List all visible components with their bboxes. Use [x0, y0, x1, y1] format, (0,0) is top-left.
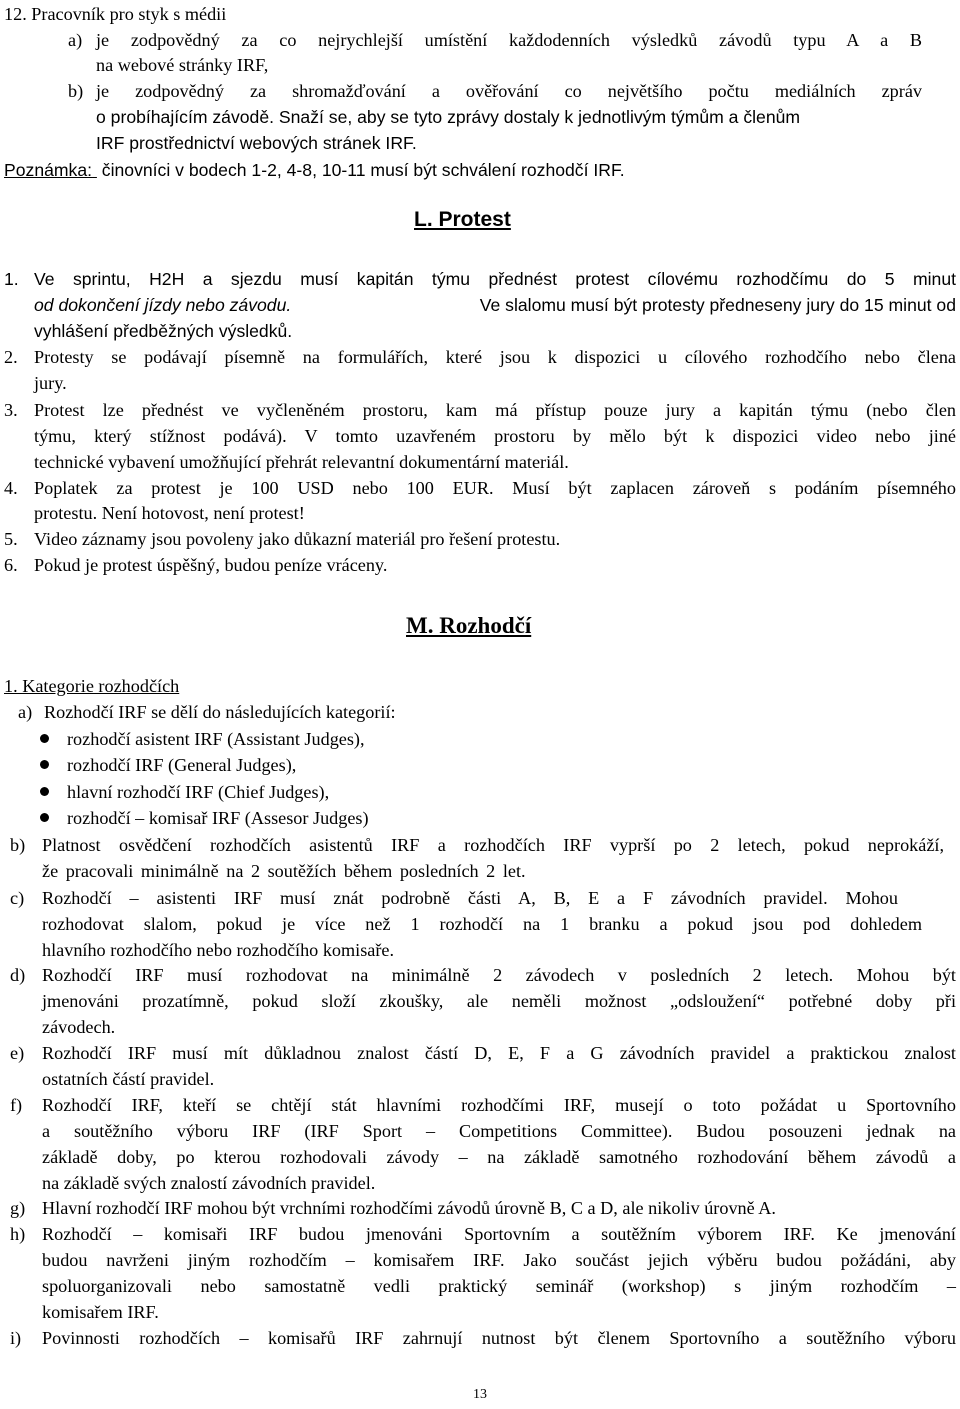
- item-12-b-line-2a: o probíhajícím závodě.: [96, 107, 274, 127]
- protest-6-line-1: Pokud je protest úspěšný, budou peníze vráceny.: [34, 555, 388, 575]
- judges-h-line-3: spoluorganizovali nebo samostatně vedli praktický seminář (workshop) s jiným rozhodčím –: [42, 1276, 956, 1296]
- judges-d-line-3: závodech.: [42, 1017, 116, 1037]
- protest-3-number: 3.: [4, 400, 18, 420]
- bullet-item-3: hlavní rozhodčí IRF (Chief Judges),: [67, 782, 330, 802]
- judges-categories-label: 1. Kategorie rozhodčích: [4, 676, 180, 696]
- judges-d-line-2: jmenováni prozatímně, pokud složí zkoušky, ale neměli možnost „odsloužení“ potřebné doby při: [42, 991, 956, 1011]
- judges-c-line-2: rozhodovat slalom, pokud je více než 1 rozhodčí na 1 branku a pokud jsou pod dohledem: [42, 914, 922, 934]
- item-12-b-line-2b: Snaží se, aby se tyto zprávy dostaly k jednotlivým týmům a členům: [278, 107, 801, 127]
- judges-h-line-4: komisařem IRF.: [42, 1302, 159, 1322]
- judges-i-line-1: Povinnosti rozhodčích – komisařů IRF zahrnují nutnost být členem Sportovního a soutěžního výboru: [42, 1328, 956, 1348]
- protest-2-line-1: Protesty se podávají písemně na formulářích, které jsou k dispozici u cílového rozhodčího nebo člena: [34, 347, 956, 367]
- judges-f-line-2: a soutěžního výboru IRF (IRF Sport – Competitions Committee). Budou posouzeni jednak na: [42, 1121, 956, 1141]
- item-12-b-line-1: je zodpovědný za shromažďování a ověřování co největšího počtu mediálních zpráv: [96, 81, 922, 101]
- judges-f-line-1: Rozhodčí IRF, kteří se chtějí stát hlavními rozhodčími IRF, musejí o toto požádat u Sportovního: [42, 1095, 956, 1115]
- page-number: 13: [473, 1387, 487, 1402]
- protest-2-number: 2.: [4, 347, 18, 367]
- judges-b-line-2: že pracovali minimálně na 2 soutěžích během posledních 2 let.: [42, 861, 526, 881]
- item-12-title-line: [4, 1, 226, 27]
- protest-4-line-1: Poplatek za protest je 100 USD nebo 100 EUR. Musí být zaplacen zároveň s podáním písemného: [34, 478, 956, 498]
- protest-3-line-2: týmu, který stížnost podává). V tomto uzavřeném prostoru by mělo být k dispozici video nebo jiné: [34, 426, 956, 446]
- protest-2-line-2: jury.: [34, 373, 67, 393]
- judges-h-label: h): [10, 1224, 26, 1244]
- judges-e-line-1: Rozhodčí IRF musí mít důkladnou znalost částí D, E, F a G závodních pravidel a praktickou znalost: [42, 1043, 956, 1063]
- heading-judges: M. Rozhodčí: [406, 613, 532, 638]
- protest-5-number: 5.: [4, 529, 18, 549]
- protest-1-line-2b: Ve slalomu musí být protesty předneseny jury do 15 minut od: [479, 295, 956, 315]
- judges-e-line-2: ostatních částí pravidel.: [42, 1069, 215, 1089]
- bullet-dot: [40, 734, 49, 743]
- bullet-item-4: rozhodčí – komisař IRF (Assesor Judges): [67, 808, 369, 828]
- protest-4-line-2: protestu. Není hotovost, není protest!: [34, 503, 305, 523]
- heading-protest: L. Protest: [414, 208, 511, 231]
- judges-c-label: c): [10, 888, 25, 908]
- judges-i-label: i): [10, 1328, 22, 1348]
- judges-b-label: b): [10, 835, 26, 855]
- protest-1-line-3: vyhlášení předběžných výsledků.: [34, 321, 293, 341]
- item-12-title: Pracovník pro styk s médii: [31, 4, 227, 24]
- item-12-a-line-1: je zodpovědný za co nejrychlejší umístění každodenních výsledků závodů typu A a B: [96, 30, 922, 50]
- judges-g-line-1: Hlavní rozhodčí IRF mohou být vrchními rozhodčími závodů úrovně B, C a D, ale nikoliv úrovně A.: [42, 1198, 776, 1218]
- judges-f-line-3: základě doby, po kterou rozhodovali závody – na základě samotného rozhodování během závodů a: [42, 1147, 956, 1167]
- judges-d-line-1: Rozhodčí IRF musí rozhodovat na minimálně 2 závodech v posledních 2 letech. Mohou být: [42, 965, 956, 985]
- item-12-a-line-2: na webové stránky IRF,: [96, 55, 269, 75]
- item-12-b-line-2: [96, 104, 800, 130]
- judges-f-line-4: na základě svých znalostí závodních pravidel.: [42, 1173, 376, 1193]
- judges-f-label: f): [10, 1095, 23, 1115]
- item-12-b-line-3: IRF prostřednictví webových stránek IRF.: [96, 133, 417, 153]
- protest-6-number: 6.: [4, 555, 18, 575]
- bullet-item-2: rozhodčí IRF (General Judges),: [67, 755, 297, 775]
- judges-h-line-1: Rozhodčí – komisaři IRF budou jmenováni Sportovním a soutěžním výborem IRF. Ke jmenování: [42, 1224, 956, 1244]
- protest-4-number: 4.: [4, 478, 18, 498]
- note-line: [4, 157, 625, 183]
- protest-3-line-1: Protest lze přednést ve vyčleněném prostoru, kam má přístup pouze jury a kapitán týmu (nebo člen: [34, 400, 956, 420]
- judges-categories-subheading: [4, 673, 179, 699]
- bullet-dot: [40, 813, 49, 822]
- bullet-dot: [40, 787, 49, 796]
- judges-a-text: Rozhodčí IRF se dělí do následujících kategorií:: [44, 702, 396, 722]
- item-12-number: 12.: [4, 4, 27, 24]
- item-12-a-label: a): [68, 30, 83, 50]
- judges-c-line-1: Rozhodčí – asistenti IRF musí znát podrobně části A, B, E a F závodních pravidel. Mohou: [42, 888, 898, 908]
- protest-1-line-2a: od dokončení jízdy nebo závodu.: [34, 295, 292, 315]
- protest-3-line-3: technické vybavení umožňující přehrát relevantní dokumentární materiál.: [34, 452, 569, 472]
- judges-g-label: g): [10, 1198, 26, 1218]
- bullet-dot: [40, 760, 49, 769]
- protest-1-number: 1.: [4, 269, 19, 289]
- judges-b-line-1: Platnost osvědčení rozhodčích asistentů IRF a rozhodčích IRF vyprší po 2 letech, pokud neprokáží,: [42, 835, 944, 855]
- protest-1-line-2: [34, 292, 956, 318]
- bullet-item-1: rozhodčí asistent IRF (Assistant Judges),: [67, 729, 365, 749]
- note-text: činovníci v bodech 1-2, 4-8, 10-11 musí být schválení rozhodčí IRF.: [101, 160, 625, 180]
- judges-d-label: d): [10, 965, 26, 985]
- judges-c-line-3: hlavního rozhodčího nebo rozhodčího komisaře.: [42, 940, 395, 960]
- judges-e-label: e): [10, 1043, 25, 1063]
- item-12-b-label: b): [68, 81, 84, 101]
- judges-h-line-2: budou navrženi jiným rozhodčím – komisařem IRF. Jako součást jejich výběru budou požádáni, aby: [42, 1250, 956, 1270]
- note-label: Poznámka:: [4, 160, 93, 180]
- protest-1-line-1: Ve sprintu, H2H a sjezdu musí kapitán týmu přednést protest cílovému rozhodčímu do 5 minut: [34, 269, 956, 289]
- protest-5-line-1: Video záznamy jsou povoleny jako důkazní materiál pro řešení protestu.: [34, 529, 561, 549]
- judges-a-label: a): [18, 702, 33, 722]
